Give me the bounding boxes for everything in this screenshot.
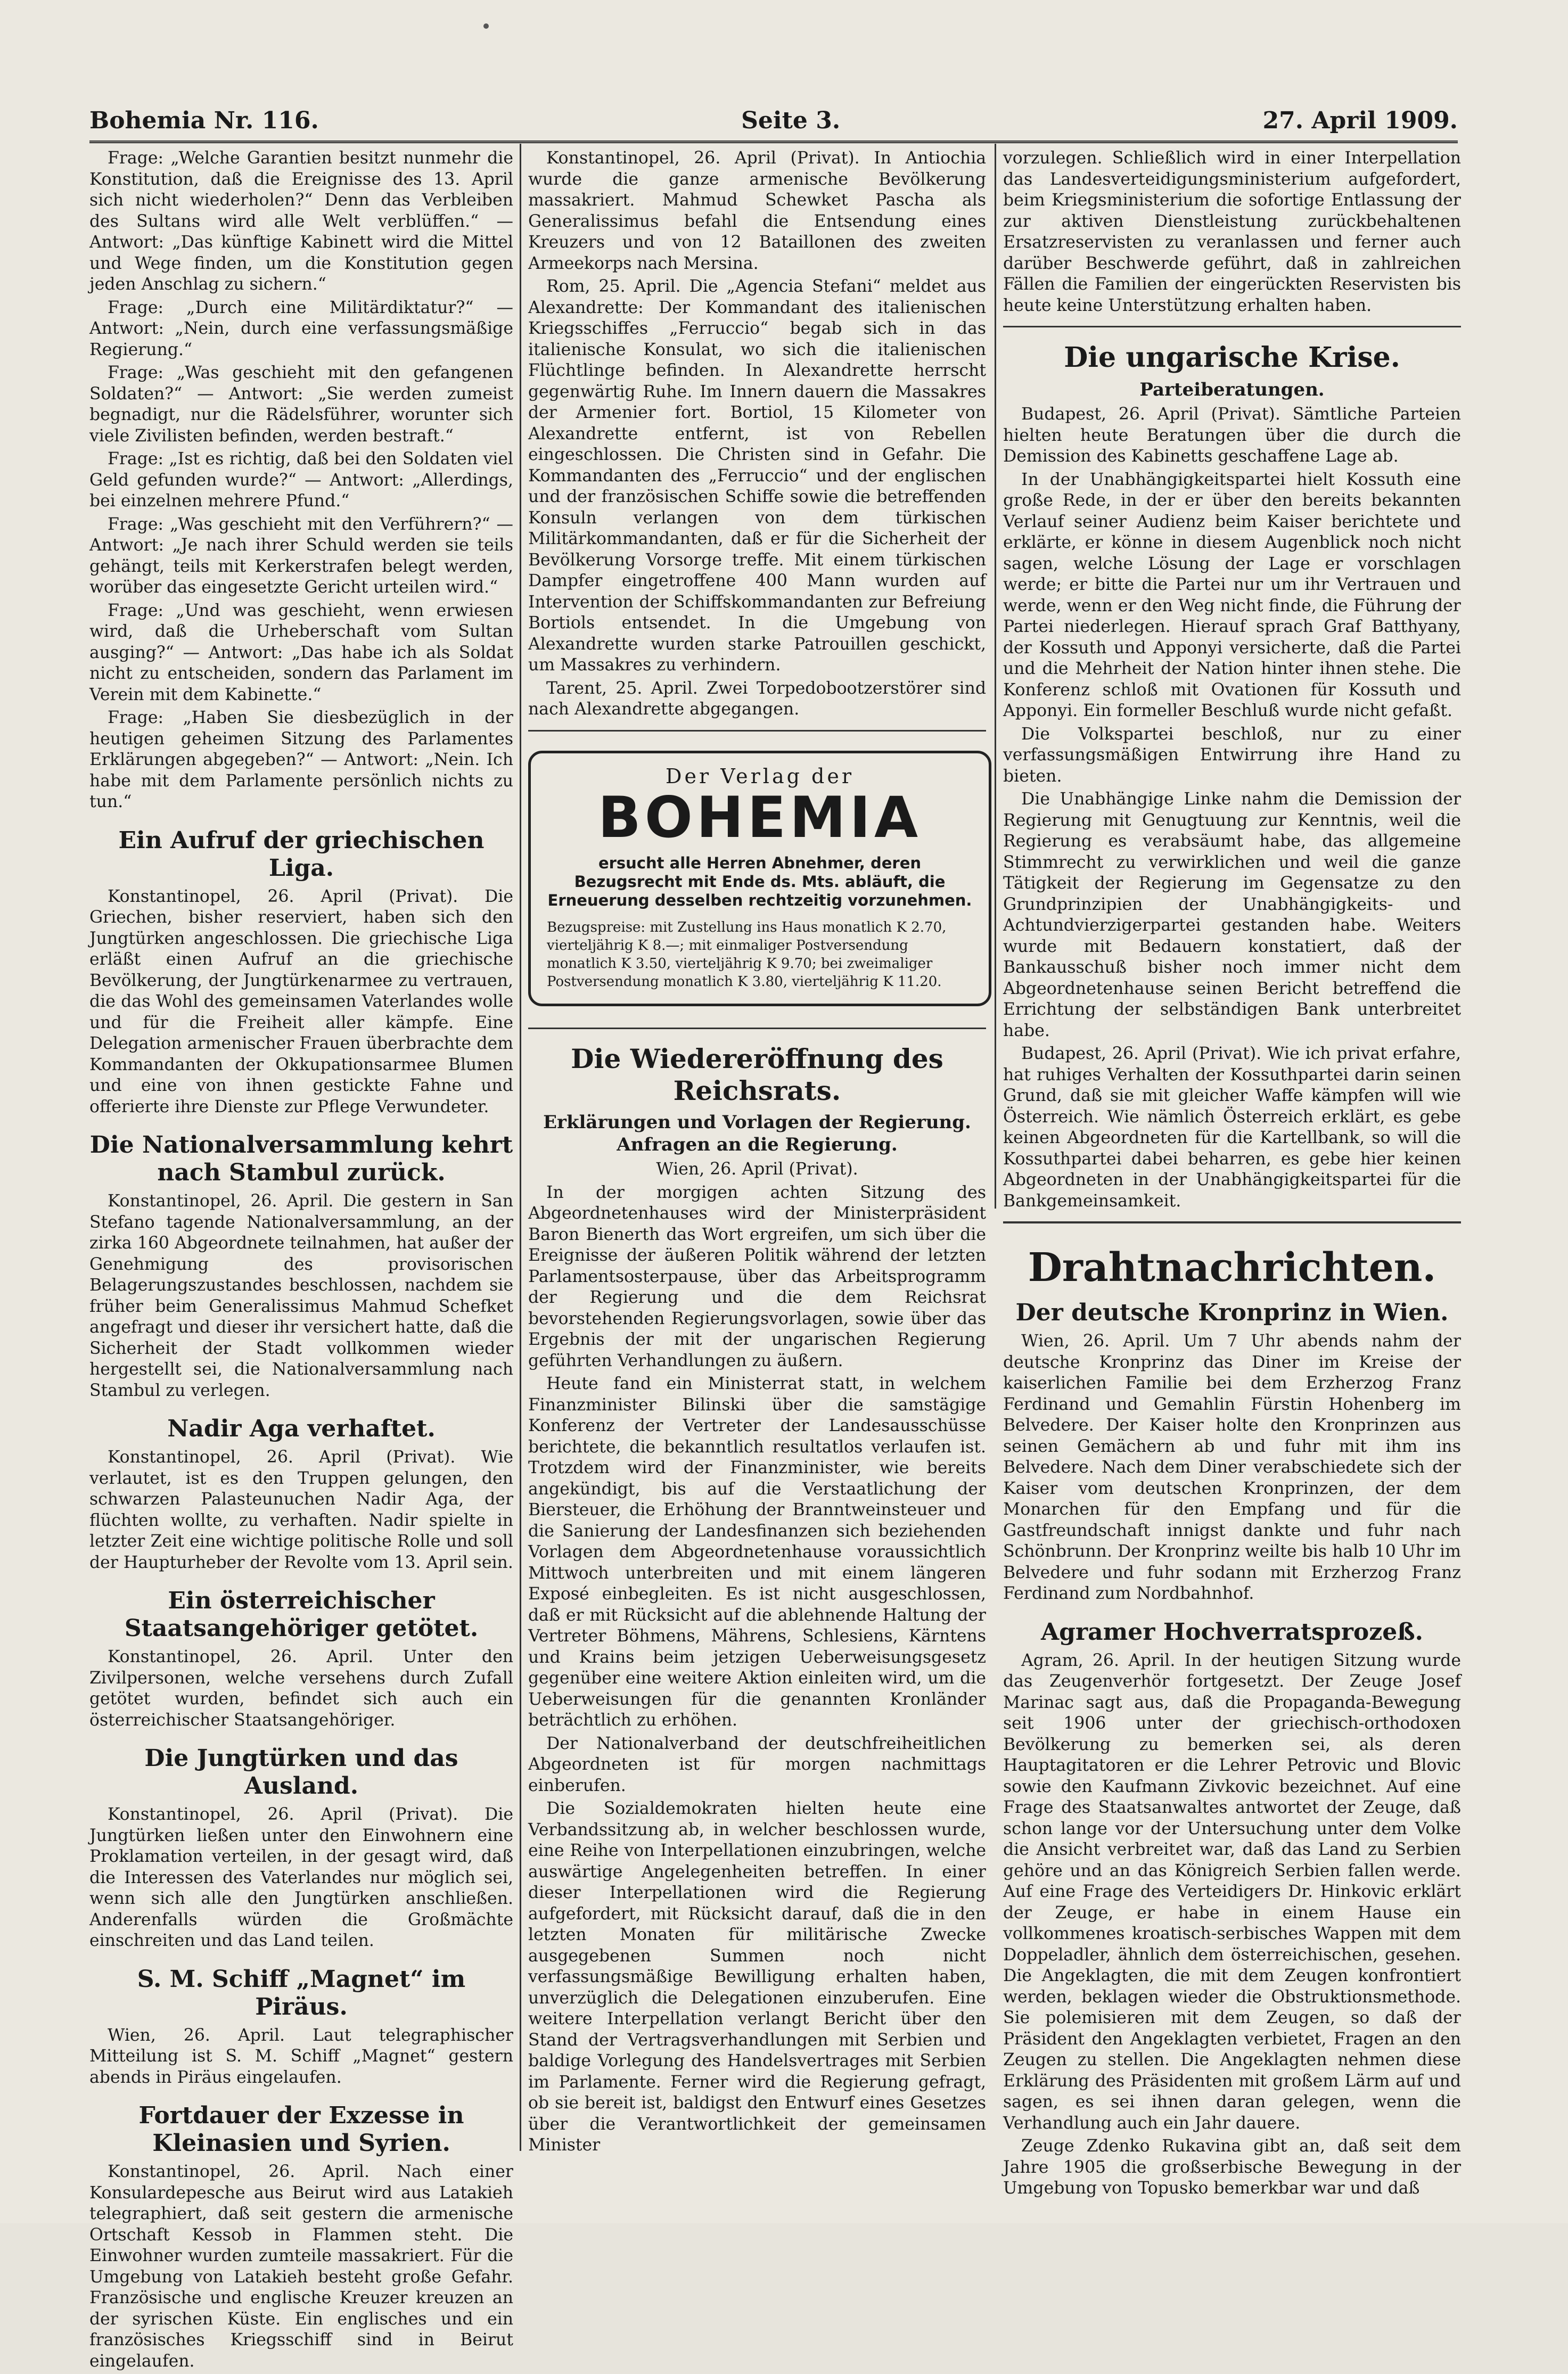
ad-prices: Bezugspreise: mit Zustellung ins Haus monatlich K 2.70, vierteljährig K 8.—; mit einmaliger Postversendung monatlich K 3.50, vierteljährig K 9.70; bei zweimaliger Postversendung monatlich K 3.80, vierteljährig K 11.20. xyxy=(547,919,947,990)
article-text: Wien, 26. April. Laut telegraphischer Mitteilung ist S. M. Schiff „Magnet“ gestern abends in Piräus eingelaufen. xyxy=(89,2025,513,2087)
headline-exzesse: Fortdauer der Exzesse in Kleinasien und Syrien. xyxy=(138,2102,464,2157)
article-text: Die Unabhängige Linke nahm die Demission der Regierung mit Genugtuung zur Kenntnis, weil die Regierung es verabsäumt habe, das allgemeine Stimmrecht zu verwirklichen und weil die ganze Tätigkeit der Regierung im Gegensatze zu den Grundprinzipien der Unabhängigkeits- und Achtundvierzigerpartei gestanden habe. Weiters wurde mit Bedauern konstatiert, daß der Bankausschuß bisher noch immer nicht dem Abgeordnetenhause seinen Bericht betreffend die Errichtung der selbständigen Bank unterbreitet habe. xyxy=(1003,790,1461,1040)
ad-body: ersucht alle Herren Abnehmer, deren Bezugsrecht mit Ende ds. Mts. abläuft, die Erneuerung desselben rechtzeitig vorzunehmen. xyxy=(547,854,972,909)
header-masthead: Bohemia Nr. 116. xyxy=(89,107,319,134)
dateline: Wien, 26. April (Privat). xyxy=(656,1160,858,1179)
article-text: vorzulegen. Schließlich wird in einer Interpellation das Landesverteidigungsministerium aufgefordert, beim Kriegsministerium die sofortige Entlassung der zur aktiven Dienstleistung zurückbehaltenen Ersatzreservisten zu veranlassen und ferner auch darüber Beschwerde geführt, daß in zahlreichen Fällen die Familien der eingerückten Reservisten bis heute keine Unterstützung erhalten haben. xyxy=(1003,149,1461,315)
headline-nadir-aga: Nadir Aga verhaftet. xyxy=(167,1415,436,1442)
article-text: In der morgigen achten Sitzung des Abgeordnetenhauses wird der Ministerpräsident Baron Bienerth das Wort ergreifen, um sich über die Ereignisse der äußeren Politik während der letzten Parlamentsosterpause, über das Arbeitsprogramm der Regierung und die dem Reichsrat bevorstehenden Regierungsvorlagen, sowie über das Ergebnis der mit der ungarischen Regierung geführten Verhandlungen zu äußern. xyxy=(528,1182,986,1370)
column-3 xyxy=(1003,148,1461,2202)
article-text: Budapest, 26. April (Privat). Wie ich privat erfahre, hat ruhiges Verhalten der Kossuthpartei darin seinen Grund, daß sie mit gleicher Waffe kämpfen will wie Österreich. Wie nämlich Österreich erklärt, es gebe keinen Abgeordneten für die Kartellbank, so will die Kossuthpartei dabei beharren, es gebe hier keinen Abgeordneten in der Unabhängigkeitspartei für die Bankgemeinsamkeit. xyxy=(1003,1044,1461,1211)
article-text: Konstantinopel, 26. April (Privat). Die Griechen, bisher reserviert, haben sich den Jungtürken angeschlossen. Die griechische Liga erläßt einen Aufruf an die griechische Bevölkerung, der Jungtürkenarmee zu vertrauen, die das Wohl des gemeinsamen Vaterlandes wolle und für die Freiheit aller kämpfe. Eine Delegation armenischer Frauen überbrachte dem Kommandanten der Okkupationsarmee Blumen und eine von ihnen gestickte Fahne und offerierte ihre Dienste zur Pflege Verwundeter. xyxy=(89,886,513,1116)
headline-ungarische-krise: Die ungarische Krise. xyxy=(1064,341,1400,374)
separator-rule xyxy=(528,1028,986,1029)
article-text: Budapest, 26. April (Privat). Sämtliche Parteien hielten heute Beratungen über die durch die Demission des Kabinetts geschaffene Lage ab. xyxy=(1003,405,1461,466)
headline-jungtuerken: Die Jungtürken und das Ausland. xyxy=(144,1745,458,1800)
ink-spot xyxy=(483,23,489,29)
headline-kronprinz: Der deutsche Kronprinz in Wien. xyxy=(1015,1299,1449,1326)
column-2 xyxy=(528,148,986,2158)
subheadline-parteiberatungen: Parteiberatungen. xyxy=(1139,379,1325,400)
separator-rule xyxy=(528,730,986,732)
ad-pretitle: Der Verlag der xyxy=(666,764,854,788)
separator-rule xyxy=(1003,326,1461,327)
article-text: In der Unabhängigkeitspartei hielt Kossuth eine große Rede, in der er über den bereits bekannten Verlauf seiner Audienz beim Kaiser berichtete und erklärte, er könne in diesem Augenblick noch nicht sagen, welche Lösung der Lage er vorschlagen werde; er bitte die Partei nur um ihr Vertrauen und werde, wenn er den Weg nicht finde, die Führung der Partei niederlegen. Hierauf sprach Graf Batthyany, der Kossuth und Apponyi versicherte, daß die Partei und die Mehrheit der Nation hinter ihnen stehe. Die Konferenz schloß mit Ovationen für Kossuth und Apponyi. Ein formeller Beschluß wurde nicht gefaßt. xyxy=(1003,470,1461,720)
qa-paragraph: Frage: „Und was geschieht, wenn erwiesen wird, daß die Urheberschaft vom Sultan ausging?“ — Antwort: „Das habe ich als Soldat nicht zu entscheiden, sondern das Parlament im Verein mit dem Kabinette.“ xyxy=(89,601,513,704)
qa-paragraph: Frage: „Welche Garantien besitzt nunmehr die Konstitution, daß die Ereignisse des 13. April sich nicht wiederholen?“ Denn das Verbleiben des Sultans wird alle Welt verblüffen.“ — Antwort: „Das künftige Kabinett wird die Mittel und Wege finden, um die Konstitution gegen jeden Anschlag zu sichern.“ xyxy=(89,149,513,294)
article-text: Konstantinopel, 26. April (Privat). Die Jungtürken ließen unter den Einwohnern eine Proklamation verteilen, in der gesagt wird, daß die Interessen des Vaterlandes nur möglich sei, wenn sich alle den Jungtürken anschließen. Anderenfalls würden die Großmächte einschreiten und das Land teilen. xyxy=(89,1805,513,1950)
headline-magnet: S. M. Schiff „Magnet“ im Piräus. xyxy=(137,1965,466,2020)
column-1 xyxy=(89,148,513,2374)
qa-paragraph: Frage: „Durch eine Militärdiktatur?“ — Antwort: „Nein, durch eine verfassungsmäßige Regierung.“ xyxy=(89,298,513,359)
article-text: Die Sozialdemokraten hielten heute eine Verbandssitzung ab, in welcher beschlossen wurde, eine Reihe von Interpellationen einzubringen, welche auswärtige Angelegenheiten betreffen. In einer dieser Interpellationen wird die Regierung aufgefordert, mit Rücksicht darauf, daß die in den letzten Monaten für militärische Zwecke ausgegebenen Summen noch nicht verfassungsmäßige Bewilligung erhalten haben, unverzüglich die Delegationen einzuberufen. Eine weitere Interpellation verlangt Bericht über den Stand der Vertragsverhandlungen mit Serbien und baldige Vorlegung des Handelsvertrages mit Serbien im Parlamente. Ferner wird die Regierung gefragt, ob sie bereit ist, baldigst den Entwurf eines Gesetzes über die Verantwortlichkeit der gemeinsamen Minister xyxy=(528,1799,986,2155)
ad-title: BOHEMIA xyxy=(598,785,922,850)
headline-liga: Ein Aufruf der griechischen Liga. xyxy=(118,826,485,882)
page-header xyxy=(89,96,1458,143)
article-text: Konstantinopel, 26. April (Privat). In Antiochia wurde die ganze armenische Bevölkerung massakriert. Mahmud Schewket Pascha als Generalissimus befahl die Entsendung eines Kreuzers und von 12 Bataillonen des zweiten Armeekorps nach Mersina. xyxy=(528,149,986,273)
headline-agram: Agramer Hochverratsprozeß. xyxy=(1041,1618,1423,1646)
qa-paragraph: Frage: „Was geschieht mit den Verführern?“ — Antwort: „Je nach ihrer Schuld werden sie teils gehängt, teils mit Kerkerstrafen belegt werden, worüber das eingesetzte Gericht urteilen wird.“ xyxy=(89,514,513,597)
column-divider-1 xyxy=(520,144,521,2151)
headline-reichsrat: Die Wiedereröffnung des Reichsrats. xyxy=(571,1043,943,1106)
article-text: Die Volkspartei beschloß, nur zu einer verfassungsmäßigen Entwirrung ihre Hand zu bieten. xyxy=(1003,724,1461,786)
article-text: Tarent, 25. April. Zwei Torpedobootzerstörer sind nach Alexandrette abgegangen. xyxy=(528,678,986,719)
headline-nationalversammlung: Die Nationalversammlung kehrt nach Stambul zurück. xyxy=(89,1131,513,1186)
article-text: Konstantinopel, 26. April. Unter den Zivilpersonen, welche versehens durch Zufall getötet wurden, befindet sich auch ein österreichischer Staatsangehöriger. xyxy=(89,1647,513,1730)
article-text: Konstantinopel, 26. April. Nach einer Konsulardepesche aus Beirut wird aus Latakieh telegraphiert, daß seit gestern die armenische Ortschaft Kessob in Flammen steht. Die Einwohner wurden zumteile massakriert. Für die Umgebung von Latakieh besteht große Gefahr. Französische und englische Kreuzer kreuzen an der syrischen Küste. Ein englisches und ein französisches Kriegsschiff sind in Beirut eingelaufen. xyxy=(89,2162,513,2371)
article-text: Konstantinopel, 26. April (Privat). Wie verlautet, ist es den Truppen gelungen, den schwarzen Palasteunuchen Nadir Aga, der flüchten wollte, zu verhaften. Nadir spielte in letzter Zeit eine wichtige politische Rolle und soll der Haupturheber der Revolte vom 13. April sein. xyxy=(89,1448,513,1572)
subheadline-reichsrat: Erklärungen und Vorlagen der Regierung. Anfragen an die Regierung. xyxy=(543,1112,971,1155)
qa-paragraph: Frage: „Haben Sie diesbezüglich in der heutigen geheimen Sitzung des Parlamentes Erklärungen abgegeben?“ — Antwort: „Nein. Ich habe mit dem Parlamente persönlich nichts zu tun.“ xyxy=(89,708,513,811)
headline-drahtnachrichten: Drahtnachrichten. xyxy=(1028,1245,1436,1291)
article-text: Konstantinopel, 26. April. Die gestern in San Stefano tagende Nationalversammlung, an der zirka 160 Abgeordnete teilnahmen, hat außer der Genehmigung des provisorischen Belagerungszustandes beschlossen, nachdem sie früher beim Generalissimus Mahmud Schefket angefragt und dieser ihr versichert hatte, daß die Sicherheit der Stadt vollkommen wieder hergestellt sei, die Nationalversammlung nach Stambul zu verlegen. xyxy=(89,1192,513,1400)
header-page-number: Seite 3. xyxy=(741,107,841,134)
separator-rule xyxy=(1003,1221,1461,1223)
article-text: Rom, 25. April. Die „Agencia Stefani“ meldet aus Alexandrette: Der Kommandant des italienischen Kriegsschiffes „Ferruccio“ begab sich in das italienische Konsulat, wo sich die italienischen Flüchtlinge befinden. In Alexandrette herrscht gegenwärtig Ruhe. Im Innern dauern die Massakres der Armenier fort. Bortiol, 15 Kilometer von Alexandrette entfernt, ist von Rebellen eingeschlossen. Die Christen sind in Gefahr. Die Kommandanten des „Ferruccio“ und der englischen und der französischen Schiffe sowie die betreffenden Konsuln verlangen von dem türkischen Militärkommandanten, daß er für die Sicherheit der Bevölkerung Vorsorge treffe. Mit einem türkischen Dampfer eingetroffene 400 Mann wurden auf Intervention der Schiffskommandanten zur Befreiung Bortiols entsendet. In die Umgebung von Alexandrette wurden starke Patrouillen geschickt, um Massakres zu verhindern. xyxy=(528,277,986,675)
article-text: Wien, 26. April. Um 7 Uhr abends nahm der deutsche Kronprinz das Diner im Kreise der kaiserlichen Familie bei dem Erzherzog Franz Ferdinand und Gemahlin Fürstin Hohenberg im Belvedere. Der Kaiser holte den Kronprinzen aus seinen Gemächern ab und fuhr mit ihm ins Belvedere. Nach dem Diner verabschiedete sich der Kaiser vom deutschen Kronprinzen, der dem Monarchen für den Empfang und für die Gastfreundschaft innigst dankte und fuhr nach Schönbrunn. Der Kronprinz weilte bis halb 10 Uhr im Belvedere und fuhr sodann mit Erzherzog Franz Ferdinand zum Nordbahnhof. xyxy=(1003,1332,1461,1603)
column-divider-2 xyxy=(995,144,996,1209)
article-text: Der Nationalverband der deutschfreiheitlichen Abgeordneten ist für morgen nachmittags einberufen. xyxy=(528,1734,986,1795)
article-text: Zeuge Zdenko Rukavina gibt an, daß seit dem Jahre 1905 die großserbische Bewegung in der Umgebung von Topusko bemerkbar war und daß xyxy=(1003,2137,1461,2198)
headline-staatsangehoeriger: Ein österreichischer Staatsangehöriger getötet. xyxy=(124,1587,479,1642)
qa-paragraph: Frage: „Was geschieht mit den gefangenen Soldaten?“ — Antwort: „Sie werden zumeist begnadigt, nur die Rädelsführer, worunter sich viele Zivilisten befinden, werden bestraft.“ xyxy=(89,363,513,446)
header-date: 27. April 1909. xyxy=(1262,107,1458,134)
qa-paragraph: Frage: „Ist es richtig, daß bei den Soldaten viel Geld gefunden wurde?“ — Antwort: „Allerdings, bei einzelnen mehrere Pfund.“ xyxy=(89,449,513,511)
article-text: Heute fand ein Ministerrat statt, in welchem Finanzminister Bilinski über die samstägige Konferenz der Vertreter der Landesausschüsse berichtete, die bekanntlich resultatlos verlaufen ist. Trotzdem wird der Finanzminister, wie bereits angekündigt, bis auf die Verstaatlichung der Biersteuer, die Erhöhung der Branntweinsteuer und die Sanierung der Landesfinanzen sich beziehenden Vorlagen dem Abgeordnetenhause voraussichtlich Mittwoch unterbreiten und mit einem längeren Exposé einbegleiten. Es ist nicht ausgeschlossen, daß er mit Rücksicht auf die ablehnende Haltung der Vertreter Böhmens, Mährens, Schlesiens, Kärntens und Krains beim jetzigen Ueberweisungsgesetz gegenüber eine weitere Aktion einleiten wird, um die Ueberweisungen für die genannten Kronländer beträchtlich zu erhöhen. xyxy=(528,1374,986,1730)
article-text: Agram, 26. April. In der heutigen Sitzung wurde das Zeugenverhör fortgesetzt. Der Zeuge Josef Marinac sagt aus, daß die Propaganda-Bewegung seit 1906 unter der griechisch-orthodoxen Bevölkerung zu bemerken sei, als deren Hauptagitatoren er die Lehrer Petrovic und Blovic sowie den Kaufmann Zivkovic bezeichnet. Auf eine Frage des Staatsanwaltes antwortet der Zeuge, daß schon lange vor der Untersuchung unter dem Volke die Ansicht verbreitet war, daß das Land zu Serbien gehöre und an das Königreich Serbien fallen werde. Auf eine Frage des Verteidigers Dr. Hinkovic erklärt der Zeuge, er habe in einem Hause ein vollkommenes kroatisch-serbisches Wappen mit dem Doppeladler, ähnlich dem österreichischen, gesehen. Die Angeklagten, die mit dem Zeugen konfrontiert werden, beklagen wieder die Obstruktionsmethode. Sie polemisieren mit dem Zeugen, so daß der Präsident den Angeklagten verbietet, Fragen an den Zeugen zu stellen. Die Angeklagten nehmen diese Erklärung des Präsidenten mit großem Lärm auf und sagen, es sei ihnen daran gelegen, wenn die Verhandlung auch ein Jahr dauere. xyxy=(1003,1650,1461,2133)
bohemia-advertisement xyxy=(528,751,991,1007)
